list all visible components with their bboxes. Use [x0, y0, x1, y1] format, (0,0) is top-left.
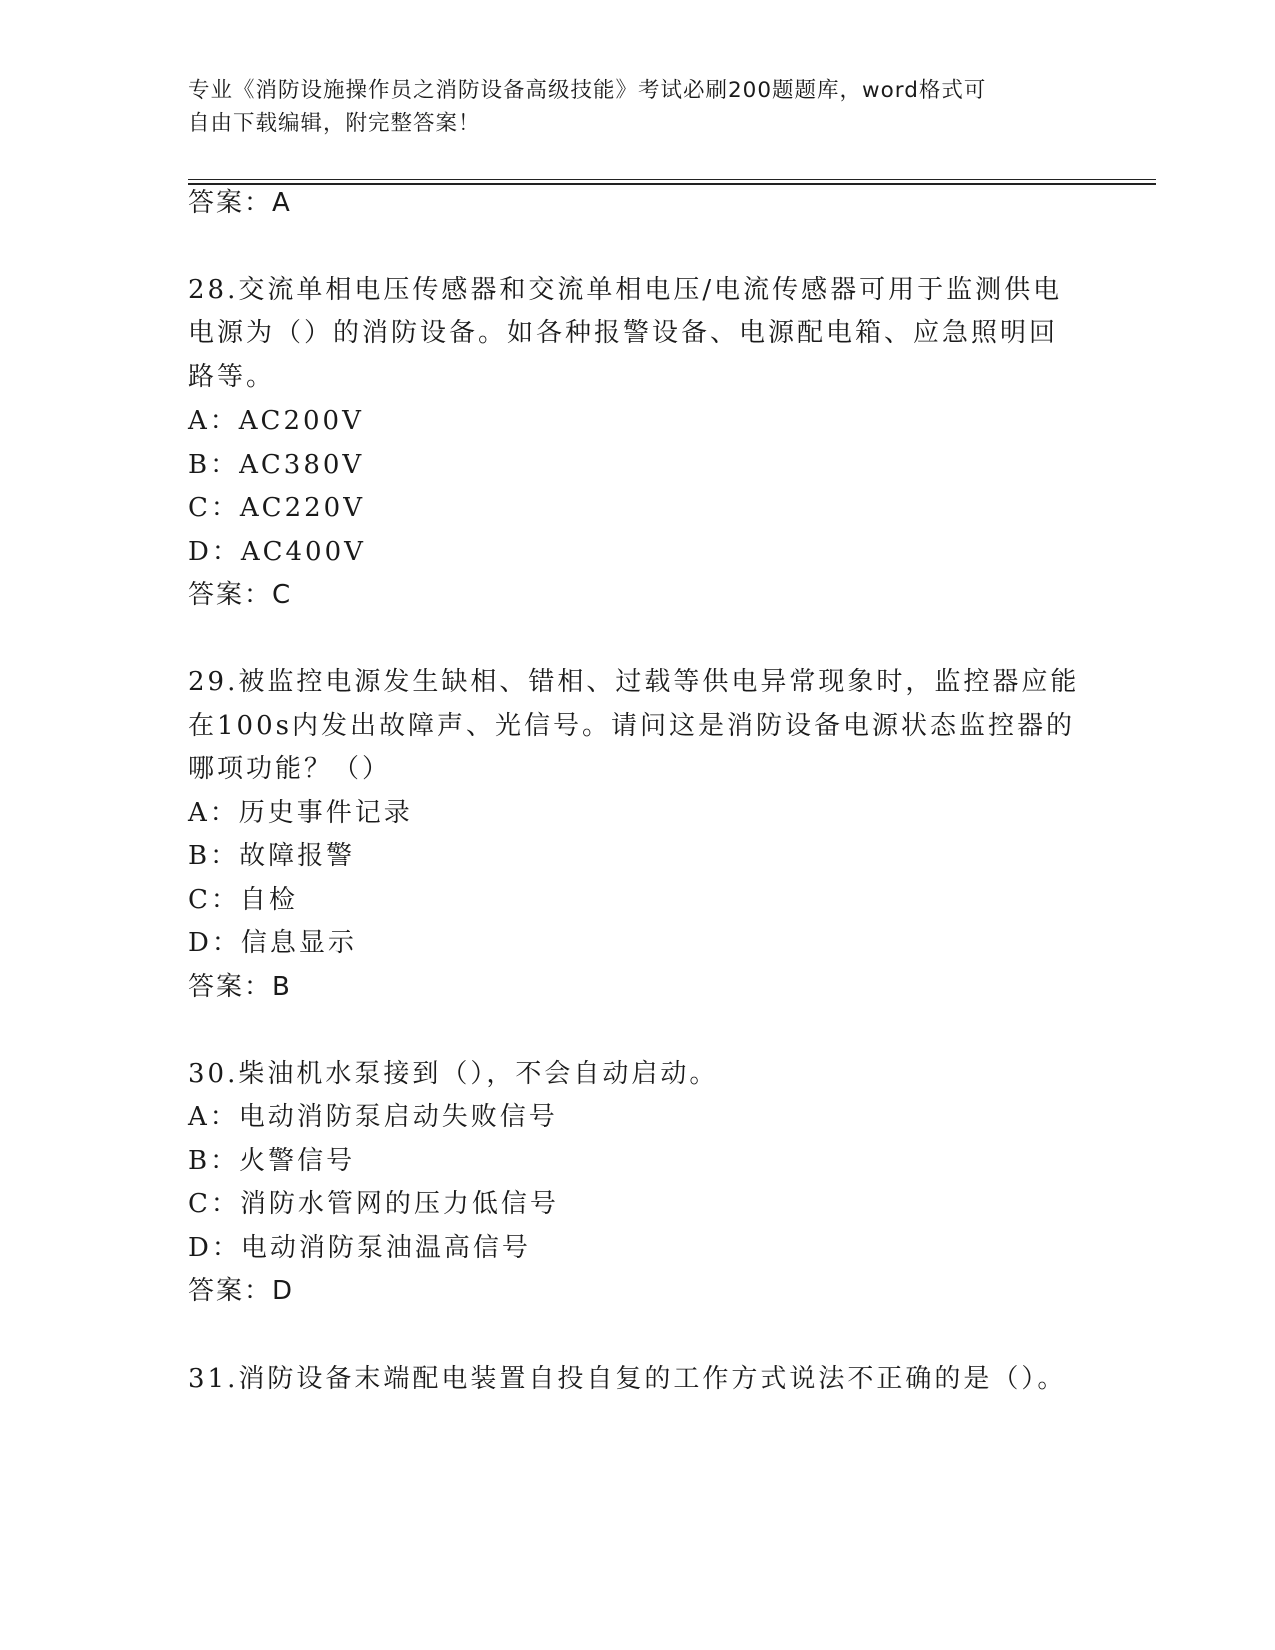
question-29-line-3: 哪项功能？（） — [188, 754, 392, 784]
question-29-answer: 答案：B — [188, 972, 292, 1002]
question-31-line-1: 31.消防设备末端配电装置自投自复的工作方式说法不正确的是（）。 — [188, 1364, 1067, 1394]
header-line-2: 自由下载编辑，附完整答案！ — [188, 111, 481, 136]
question-29-line-2: 在100s内发出故障声、光信号。请问这是消防设备电源状态监控器的 — [188, 711, 1075, 741]
header-line-1: 专业《消防设施操作员之消防设备高级技能》考试必刷200题题库，word格式可 — [188, 78, 987, 103]
answer-prev: 答案：A — [188, 188, 292, 218]
document-header — [188, 74, 1078, 140]
question-29-line-1: 29.被监控电源发生缺相、错相、过载等供电异常现象时，监控器应能 — [188, 667, 1080, 697]
header-divider-thick — [188, 183, 1156, 185]
question-28-answer: 答案：C — [188, 580, 293, 610]
question-29-option-a: A：历史事件记录 — [188, 798, 413, 828]
question-28-option-c: C：AC220V — [188, 493, 365, 523]
question-30-option-b: B：火警信号 — [188, 1146, 356, 1176]
question-28-option-d: D：AC400V — [188, 537, 366, 567]
header-divider-thin — [188, 179, 1156, 180]
question-30-line-1: 30.柴油机水泵接到（），不会自动启动。 — [188, 1059, 719, 1089]
question-28-option-b: B：AC380V — [188, 450, 365, 480]
question-29-option-c: C：自检 — [188, 885, 298, 915]
question-28-line-1: 28.交流单相电压传感器和交流单相电压/电流传感器可用于监测供电 — [188, 275, 1063, 305]
question-29-option-b: B：故障报警 — [188, 841, 356, 871]
question-30-option-a: A：电动消防泵启动失败信号 — [188, 1102, 558, 1132]
question-28-option-a: A：AC200V — [188, 406, 364, 436]
question-30-option-c: C：消防水管网的压力低信号 — [188, 1189, 559, 1219]
question-30-answer: 答案：D — [188, 1276, 295, 1306]
question-28-line-2: 电源为（）的消防设备。如各种报警设备、电源配电箱、应急照明回 — [188, 318, 1059, 348]
question-28-line-3: 路等。 — [188, 362, 276, 392]
question-29-option-d: D：信息显示 — [188, 928, 357, 958]
question-30-option-d: D：电动消防泵油温高信号 — [188, 1233, 531, 1263]
